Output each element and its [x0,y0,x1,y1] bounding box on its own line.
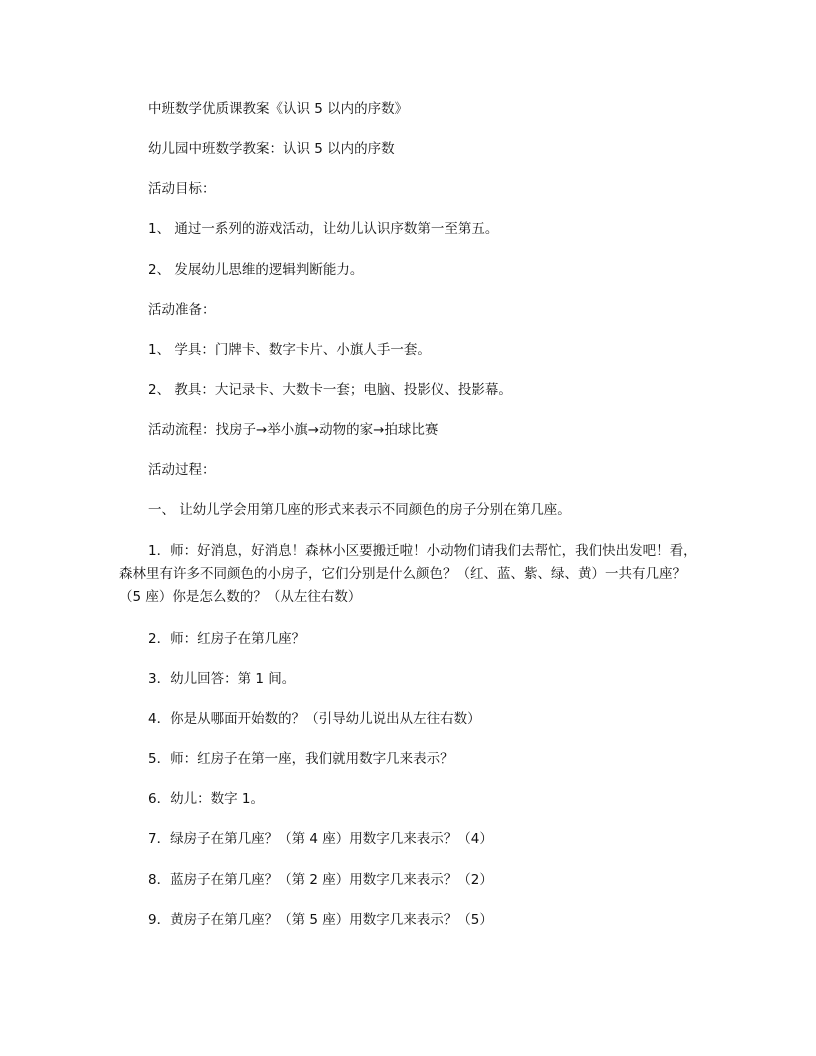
process-step-1: 1．师：好消息，好消息！森林小区要搬迁啦！小动物们请我们去帮忙，我们快出发吧！看，森林里有许多不同颜色的小房子，它们分别是什么颜色？（红、蓝、紫、绿、黄）一共有几座？（5 座）你是怎么数的？（从左往右数） [119,543,697,605]
process-step-4: 4．你是从哪面开始数的？（引导幼儿说出从左往右数） [148,711,481,727]
process-step-3: 3．幼儿回答：第 1 间。 [148,671,296,687]
objective-item-2: 2、 发展幼儿思维的逻辑判断能力。 [148,262,364,278]
preparation-item-2: 2、 教具：大记录卡、大数卡一套；电脑、投影仪、投影幕。 [148,382,512,398]
process-step-2: 2．师：红房子在第几座？ [148,631,306,647]
section-heading-objectives: 活动目标： [148,181,216,197]
process-step-8: 8．蓝房子在第几座？（第 2 座）用数字几来表示？（2） [148,872,493,888]
section-heading-process: 活动过程： [148,462,216,478]
process-step-6: 6．幼儿：数字 1。 [148,791,264,807]
document-subtitle: 幼儿园中班数学教案：认识 5 以内的序数 [148,141,395,157]
process-part-1-heading: 一、 让幼儿学会用第几座的形式来表示不同颜色的房子分别在第几座。 [148,502,571,518]
section-heading-preparation: 活动准备： [148,302,216,318]
document-title: 中班数学优质课教案《认识 5 以内的序数》 [148,101,409,117]
objective-item-1: 1、 通过一系列的游戏活动，让幼儿认识序数第一至第五。 [148,221,499,237]
process-step-5: 5．师：红房子在第一座，我们就用数字几来表示？ [148,751,454,767]
preparation-item-1: 1、 学具：门牌卡、数字卡片、小旗人手一套。 [148,342,431,358]
process-step-7: 7．绿房子在第几座？（第 4 座）用数字几来表示？（4） [148,831,493,847]
process-step-9: 9．黄房子在第几座？（第 5 座）用数字几来表示？（5） [148,912,493,928]
activity-flow: 活动流程：找房子→举小旗→动物的家→拍球比赛 [148,422,439,438]
